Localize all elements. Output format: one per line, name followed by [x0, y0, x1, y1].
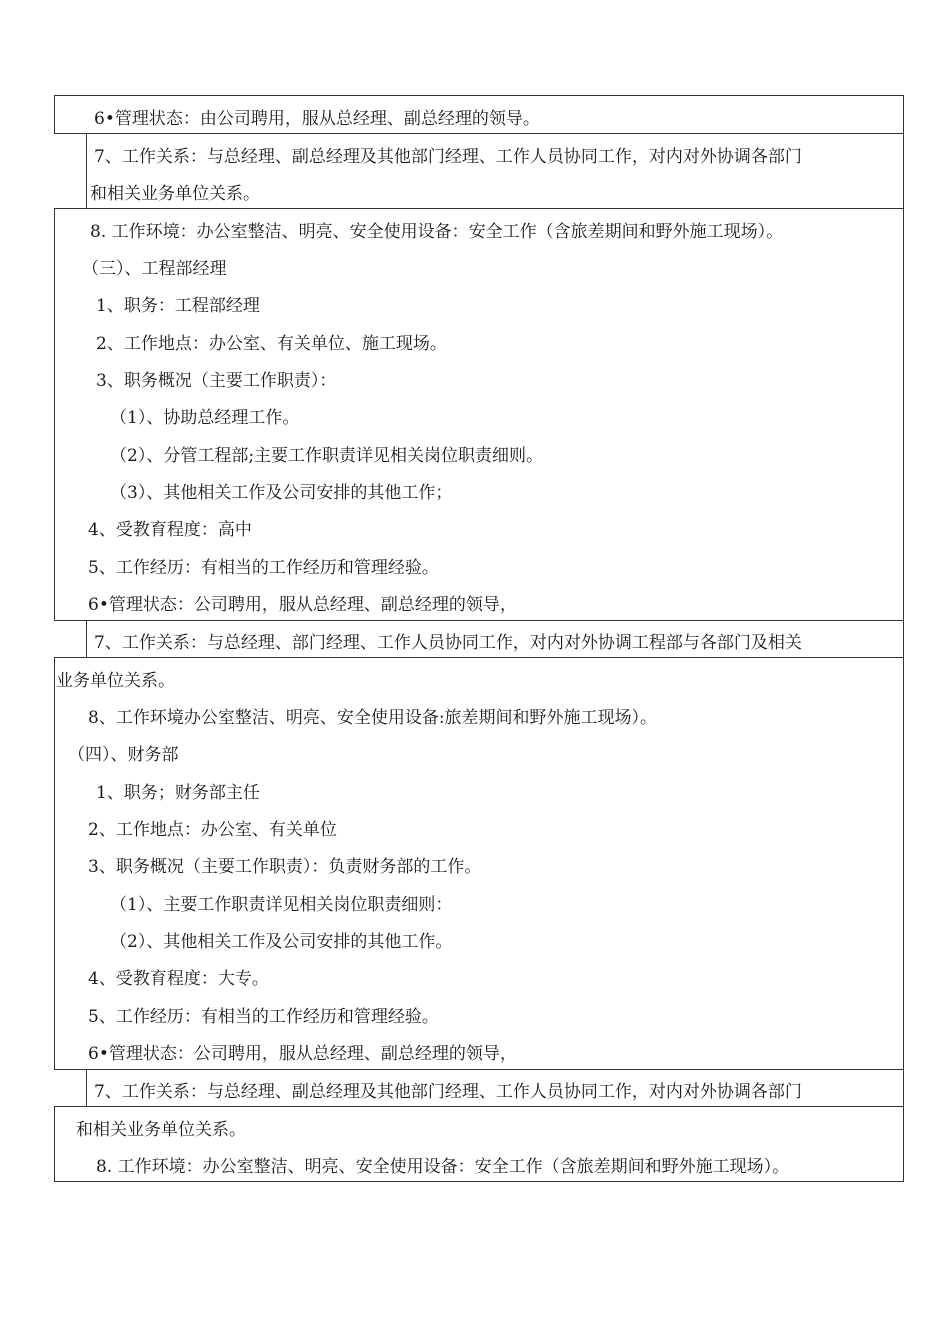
experience: 5、工作经历：有相当的工作经历和管理经验。 [88, 558, 439, 578]
work-location: 2、工作地点：办公室、有关单位、施工现场。 [96, 334, 447, 354]
work-relation-cont: 和相关业务单位关系。 [76, 1120, 246, 1140]
duty-item: （2）、其他相关工作及公司安排的其他工作。 [110, 932, 453, 952]
duty-overview: 3、职务概况（主要工作职责）：负责财务部的工作。 [88, 857, 482, 877]
work-relation: 7、工作关系：与总经理、部门经理、工作人员协同工作，对内对外协调工程部与各部门及相关 [94, 633, 802, 653]
section-heading: （三）、工程部经理 [82, 259, 227, 279]
position: 1、职务：工程部经理 [96, 296, 260, 316]
management-status: 6•管理状态：公司聘用，服从总经理、副总经理的领导， [88, 595, 517, 615]
duty-item: （3）、其他相关工作及公司安排的其他工作； [110, 483, 453, 503]
work-environment: 8. 工作环境：办公室整洁、明亮、安全使用设备：安全工作（含旅差期间和野外施工现场）。 [90, 222, 784, 242]
education: 4、受教育程度：高中 [88, 520, 252, 540]
duty-overview: 3、职务概况（主要工作职责）： [96, 371, 337, 391]
work-relation-cont: 业务单位关系。 [56, 671, 175, 691]
work-relation: 7、工作关系：与总经理、副总经理及其他部门经理、工作人员协同工作，对内对外协调各部门 [94, 1082, 802, 1102]
work-location: 2、工作地点：办公室、有关单位 [88, 820, 337, 840]
duty-item: （1）、主要工作职责详见相关岗位职责细则： [110, 895, 453, 915]
duty-item: （1）、协助总经理工作。 [110, 408, 300, 428]
management-status: 6•管理状态：由公司聘用，服从总经理、副总经理的领导。 [94, 109, 540, 129]
section-heading: （四）、财务部 [68, 745, 179, 765]
experience: 5、工作经历：有相当的工作经历和管理经验。 [88, 1007, 439, 1027]
position: 1、职务；财务部主任 [96, 783, 260, 803]
work-relation-cont: 和相关业务单位关系。 [90, 184, 260, 204]
education: 4、受教育程度：大专。 [88, 969, 269, 989]
management-status: 6•管理状态：公司聘用，服从总经理、副总经理的领导， [88, 1044, 517, 1064]
work-environment: 8. 工作环境：办公室整洁、明亮、安全使用设备：安全工作（含旅差期间和野外施工现场）。 [96, 1157, 790, 1177]
duty-item: （2）、分管工程部;主要工作职责详见相关岗位职责细则。 [110, 446, 544, 466]
work-relation: 7、工作关系：与总经理、副总经理及其他部门经理、工作人员协同工作，对内对外协调各部门 [94, 147, 802, 167]
work-environment: 8、工作环境办公室整洁、明亮、安全使用设备:旅差期间和野外施工现场）。 [88, 708, 658, 728]
